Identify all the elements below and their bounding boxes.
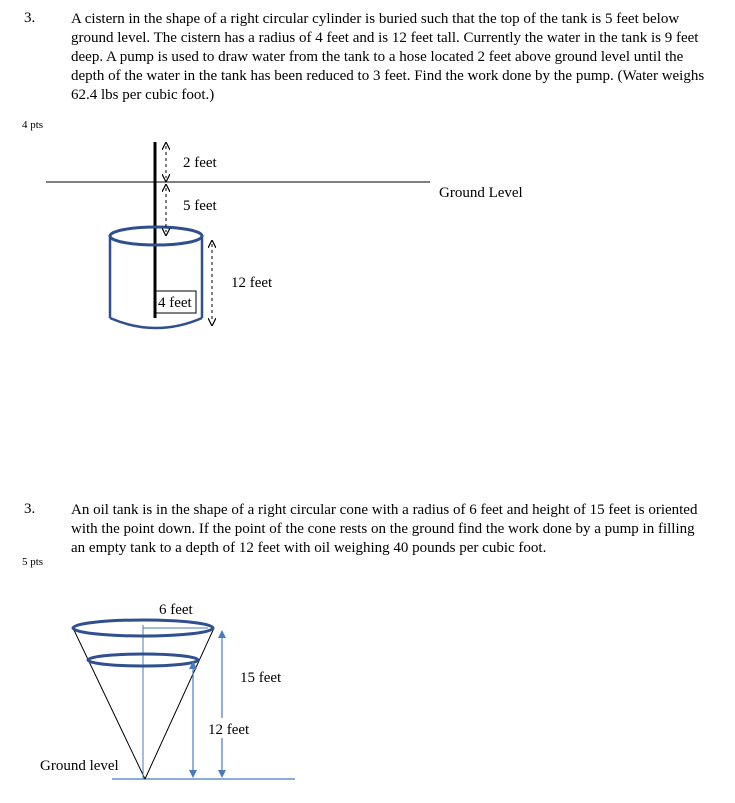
cone-radius-label: 6 feet	[159, 602, 193, 618]
cistern-radius-label: 4 feet	[158, 295, 192, 311]
cone-right-side	[145, 628, 214, 779]
hose-height-label: 2 feet	[183, 155, 217, 171]
problem2-points: 5 pts	[22, 556, 44, 568]
cistern-diagram	[46, 142, 523, 328]
cone-left-side	[73, 628, 145, 779]
depth-label: 5 feet	[183, 198, 217, 214]
cistern-height-label: 12 feet	[231, 275, 273, 291]
problem1-points: 4 pts	[22, 119, 44, 131]
problem1-number: 3.	[24, 10, 36, 26]
problem2-number: 3.	[24, 501, 36, 517]
problem2-text: An oil tank is in the shape of a right circular cone with a radius of 6 feet and height of 15 feet is oriented with the point down. If the point of the cone rests on the ground find the work done by a pump in filling an empty tank to a depth of 12 feet with oil weighing 40 pounds per cubic foot.	[71, 502, 698, 556]
problem1-text: A cistern in the shape of a right circular cylinder is buried such that the top of the tank is 5 feet below ground level. The cistern has a radius of 4 feet and is 12 feet tall. Currently the water in the tank is 9 feet deep. A pump is used to draw water from the tank to a hose located 2 feet above ground level until the depth of the water in the tank has been reduced to 3 feet. Find the work done by the pump. (Water weighs 62.4 lbs per cubic foot.)	[71, 11, 705, 103]
cone-height-label: 15 feet	[240, 670, 282, 686]
ground-level-label: Ground Level	[439, 185, 523, 201]
cone-depth-label: 12 feet	[208, 722, 250, 738]
cone-diagram	[40, 602, 295, 779]
cone-ground-label: Ground level	[40, 758, 119, 774]
cistern-bottom	[110, 318, 202, 328]
